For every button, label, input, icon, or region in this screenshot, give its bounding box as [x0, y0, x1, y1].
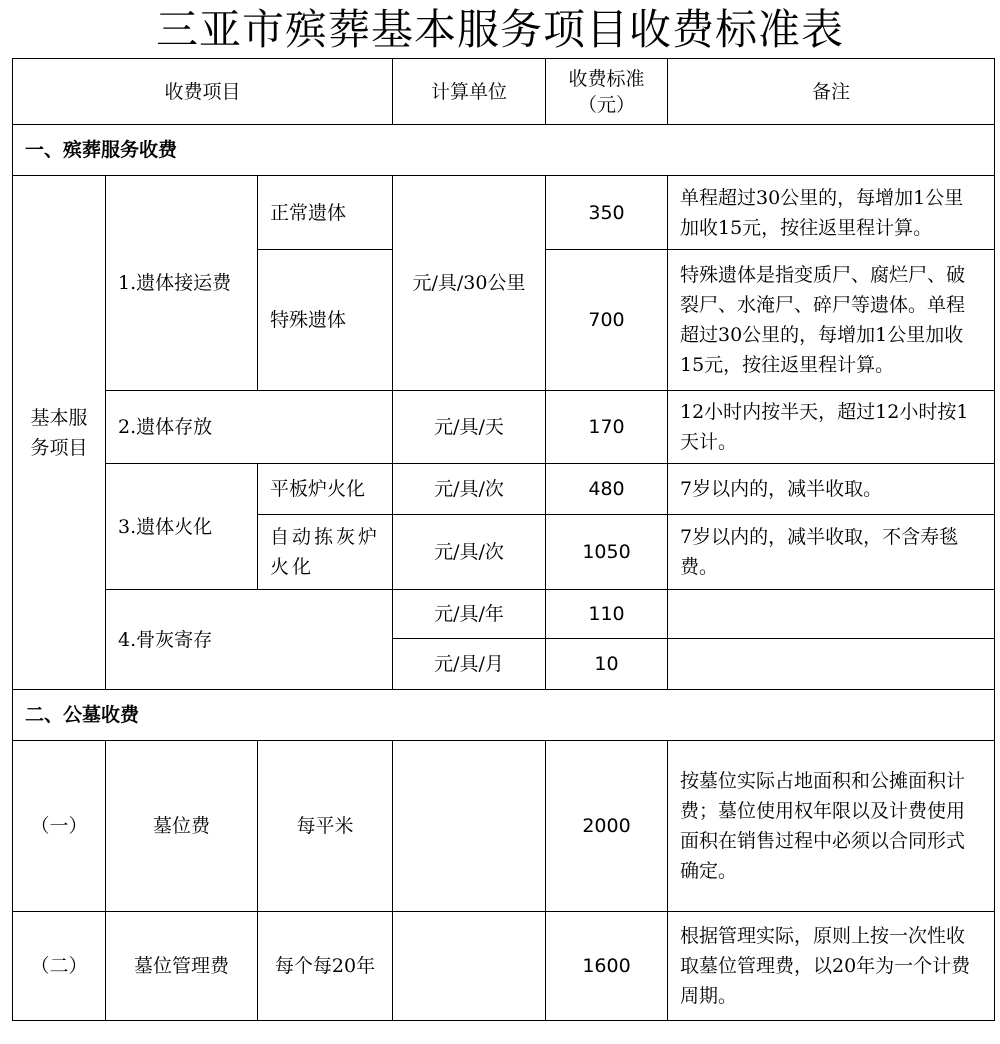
- transport-normal-remark: 单程超过30公里的，每增加1公里加收15元，按往返里程计算。: [668, 176, 995, 250]
- ashes-month-remark: [668, 639, 995, 690]
- cremation-name: 3.遗体火化: [106, 464, 258, 590]
- cremation-auto-unit: 元/具/次: [393, 515, 546, 590]
- table-row: [13, 464, 995, 515]
- plot-unit: 每平米: [258, 741, 393, 912]
- header-row: [13, 59, 995, 125]
- transport-normal-sub: 正常遗体: [258, 176, 393, 250]
- ashes-year-remark: [668, 590, 995, 639]
- table-row: [13, 912, 995, 1021]
- group-label: 基本服务项目: [13, 176, 106, 690]
- cremation-flat-price: 480: [546, 464, 668, 515]
- section-row: [13, 690, 995, 741]
- cremation-flat-unit: 元/具/次: [393, 464, 546, 515]
- storage-name: 2.遗体存放: [106, 391, 393, 464]
- cremation-auto-sub: 自动拣灰炉火化: [258, 515, 393, 590]
- mgmt-remark: 根据管理实际，原则上按一次性收取墓位管理费，以20年为一个计费周期。: [668, 912, 995, 1021]
- mgmt-price: 1600: [546, 912, 668, 1021]
- section2-title: 二、公墓收费: [13, 690, 995, 741]
- plot-blank: [393, 741, 546, 912]
- header-standard-line2: （元）: [577, 93, 635, 116]
- table-row: [13, 741, 995, 912]
- table-row: [13, 590, 995, 639]
- mgmt-name: 墓位管理费: [106, 912, 258, 1021]
- ashes-year-price: 110: [546, 590, 668, 639]
- header-standard: [546, 59, 668, 125]
- plot-remark: 按墓位实际占地面积和公摊面积计费；墓位使用权年限以及计费使用面积在销售过程中必须以合同形式确定。: [668, 741, 995, 912]
- transport-unit: 元/具/30公里: [393, 176, 546, 391]
- cremation-auto-price: 1050: [546, 515, 668, 590]
- storage-remark: 12小时内按半天，超过12小时按1天计。: [668, 391, 995, 464]
- transport-special-price: 700: [546, 250, 668, 391]
- header-unit: 计算单位: [393, 59, 546, 125]
- fee-table: [12, 58, 995, 1021]
- ashes-month-price: 10: [546, 639, 668, 690]
- table-row: [13, 176, 995, 250]
- cremation-auto-remark: 7岁以内的，减半收取，不含寿毯费。: [668, 515, 995, 590]
- transport-special-remark: 特殊遗体是指变质尸、腐烂尸、破裂尸、水淹尸、碎尸等遗体。单程超过30公里的，每增加1公里加收15元，按往返里程计算。: [668, 250, 995, 391]
- header-standard-line1: 收费标准: [568, 67, 645, 90]
- transport-special-sub: 特殊遗体: [258, 250, 393, 391]
- ashes-name: 4.骨灰寄存: [106, 590, 393, 690]
- plot-name: 墓位费: [106, 741, 258, 912]
- ashes-month-unit: 元/具/月: [393, 639, 546, 690]
- mgmt-unit: 每个每20年: [258, 912, 393, 1021]
- cremation-flat-remark: 7岁以内的，减半收取。: [668, 464, 995, 515]
- transport-name: 1.遗体接运费: [106, 176, 258, 391]
- mgmt-index: （二）: [13, 912, 106, 1021]
- cremation-flat-sub: 平板炉火化: [258, 464, 393, 515]
- plot-index: （一）: [13, 741, 106, 912]
- storage-price: 170: [546, 391, 668, 464]
- ashes-year-unit: 元/具/年: [393, 590, 546, 639]
- table-row: [13, 391, 995, 464]
- storage-unit: 元/具/天: [393, 391, 546, 464]
- plot-price: 2000: [546, 741, 668, 912]
- page-title: 三亚市殡葬基本服务项目收费标准表: [155, 5, 844, 54]
- section1-title: 一、殡葬服务收费: [13, 125, 995, 176]
- transport-normal-price: 350: [546, 176, 668, 250]
- header-remark: 备注: [668, 59, 995, 125]
- header-item: 收费项目: [13, 59, 393, 125]
- mgmt-blank: [393, 912, 546, 1021]
- section-row: [13, 125, 995, 176]
